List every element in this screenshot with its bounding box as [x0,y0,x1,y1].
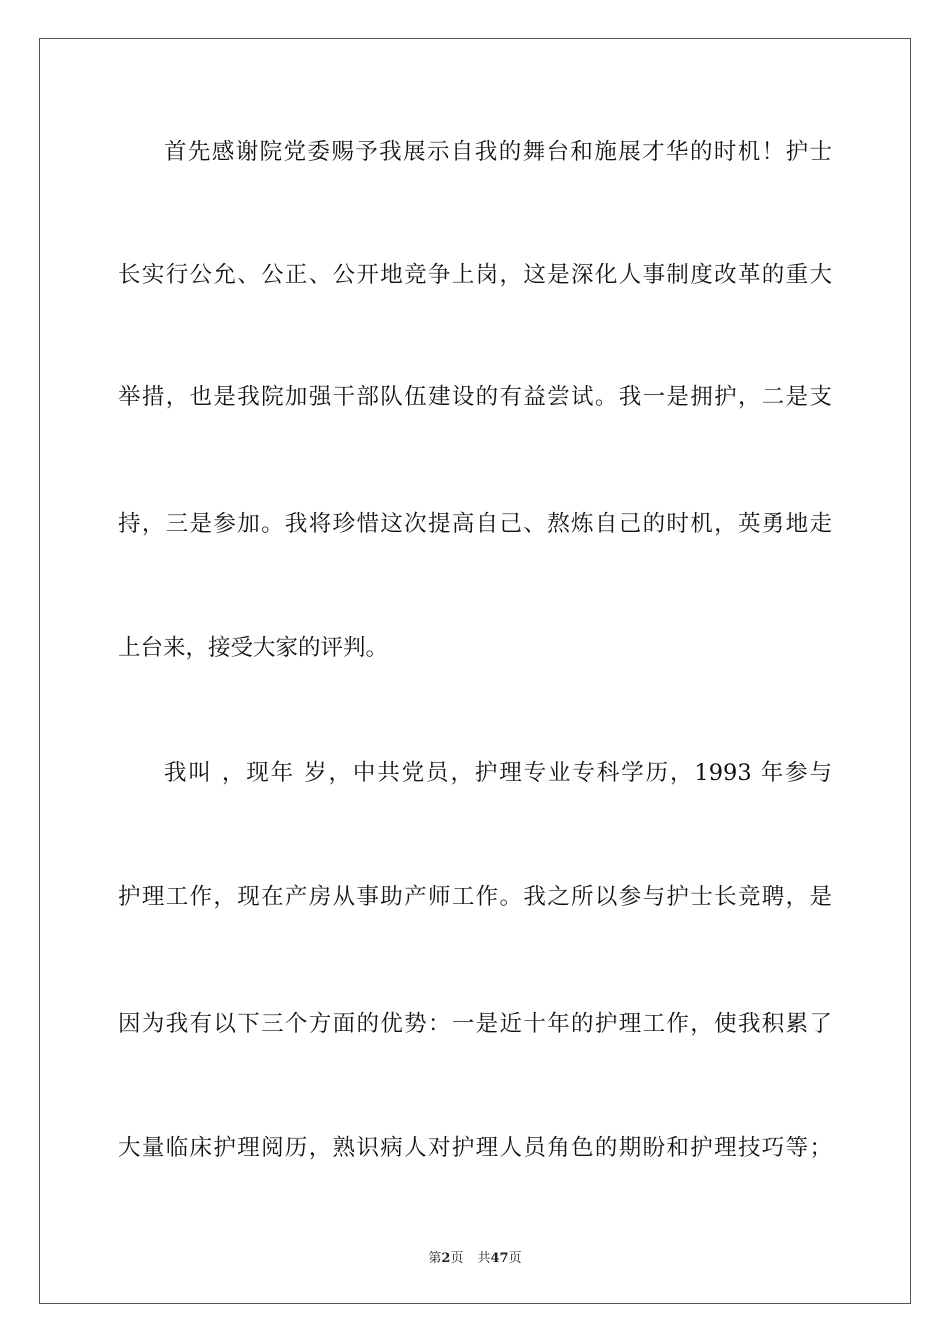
paragraph-2-line-4: 大量临床护理阅历，熟识病人对护理人员角色的期盼和护理技巧等； [118,1135,832,1161]
page-number: 2 [441,1251,451,1266]
paragraph-2-line-1: 我叫 ，现年 岁，中共党员，护理专业专科学历，1993 年参与 [164,760,832,786]
paragraph-1-line-2: 长实行公允、公正、公开地竞争上岗，这是深化人事制度改革的重大 [118,262,832,288]
total-pages: 47 [490,1251,509,1266]
paragraph-2-line-2: 护理工作，现在产房从事助产师工作。我之所以参与护士长竞聘，是 [118,884,832,910]
paragraph-1-line-1: 首先感谢院党委赐予我展示自我的舞台和施展才华的时机！护士 [164,139,832,165]
total-prefix: 共 [477,1251,491,1266]
total-suffix: 页 [508,1251,522,1266]
paragraph-2-line-3: 因为我有以下三个方面的优势：一是近十年的护理工作，使我积累了 [118,1011,832,1037]
page-border [39,38,911,1304]
page-prefix: 第 [428,1251,442,1266]
paragraph-1-line-5: 上台来，接受大家的评判。 [118,635,389,661]
page-footer [0,1247,950,1266]
page-suffix: 页 [450,1251,464,1266]
paragraph-1-line-4: 持，三是参加。我将珍惜这次提高自己、熬炼自己的时机，英勇地走 [118,511,832,537]
paragraph-1-line-3: 举措，也是我院加强干部队伍建设的有益尝试。我一是拥护，二是支 [118,384,832,410]
